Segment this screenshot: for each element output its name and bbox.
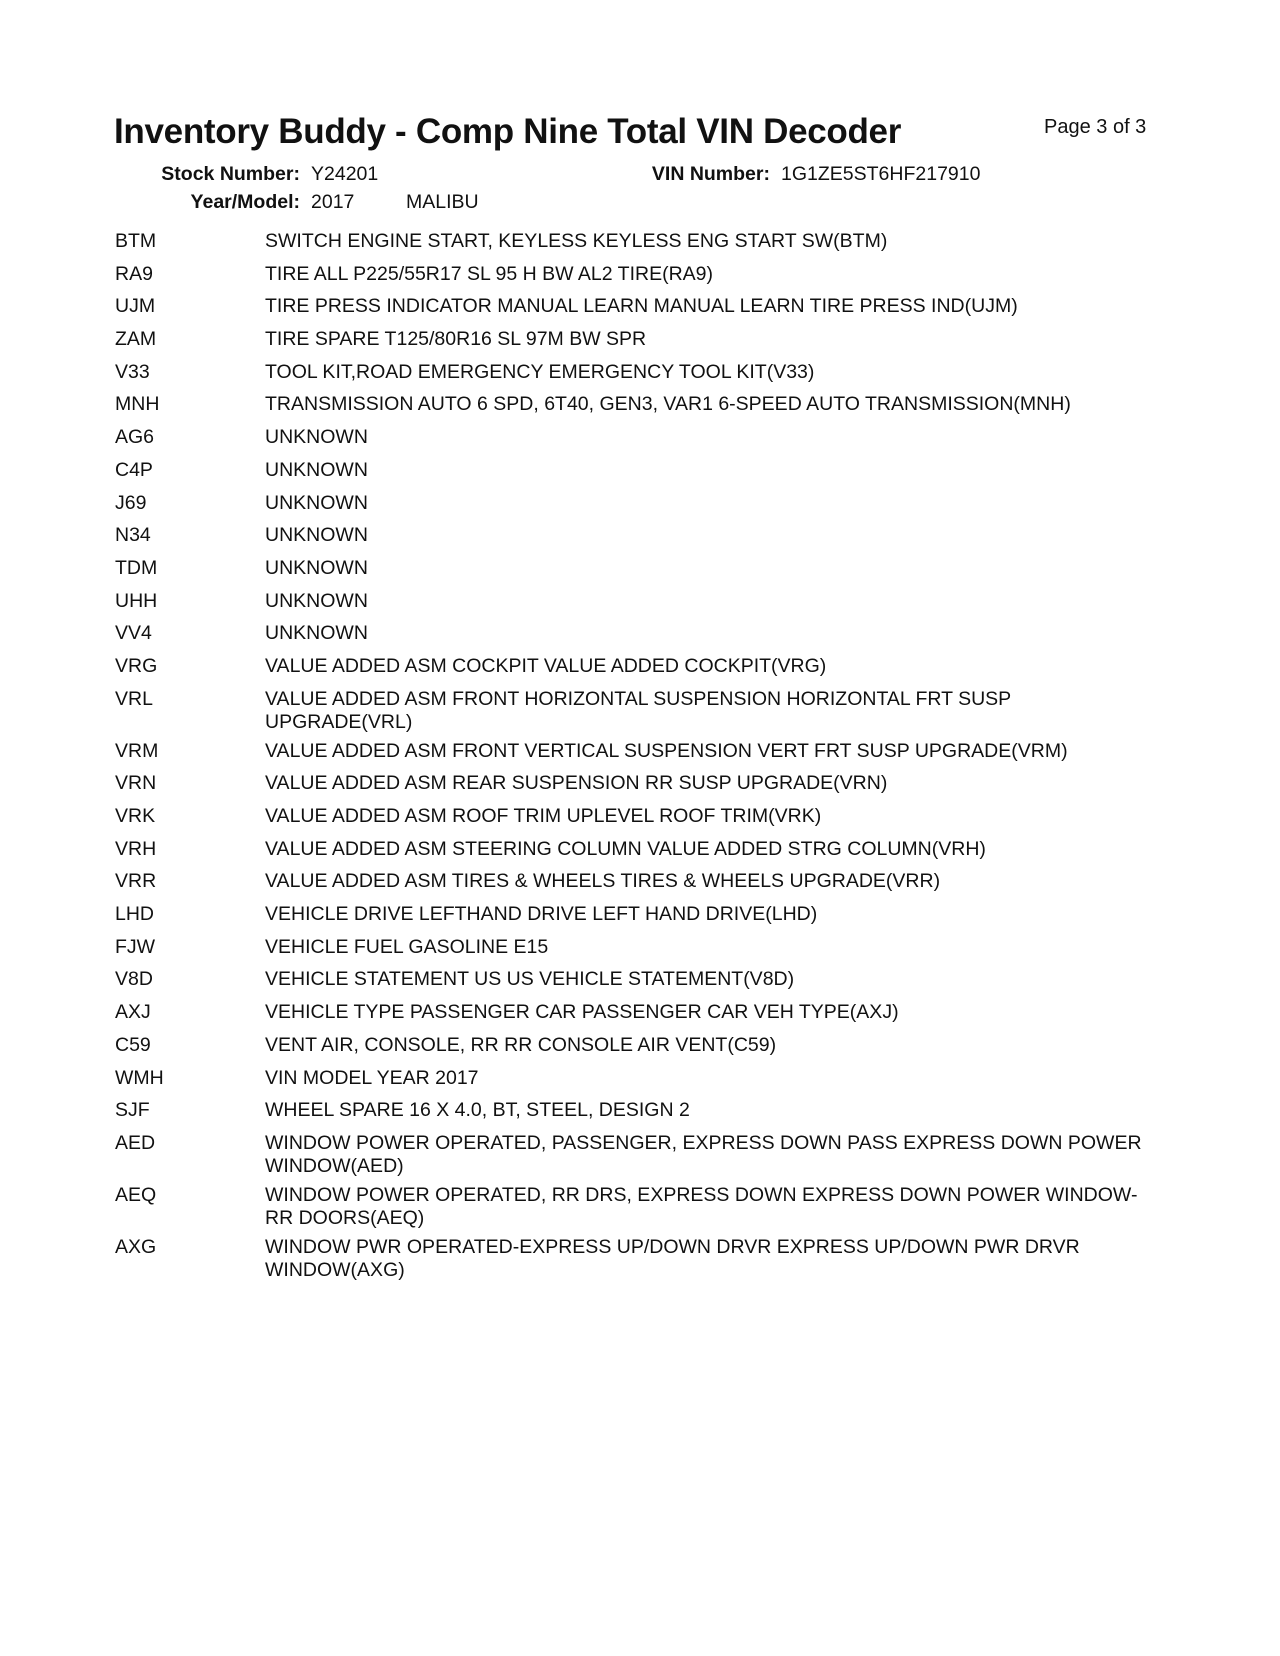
option-code-row	[115, 655, 1155, 678]
year-model-line	[0, 191, 1280, 217]
option-code-row	[115, 1236, 1155, 1282]
option-code: C4P	[115, 458, 153, 481]
option-code: AXG	[115, 1235, 157, 1258]
option-code-row	[115, 1034, 1155, 1057]
page-title: Inventory Buddy - Comp Nine Total VIN Decoder	[114, 112, 902, 151]
option-code: V8D	[115, 968, 153, 991]
option-description: WHEEL SPARE 16 X 4.0, BT, STEEL, DESIGN 2	[265, 1099, 690, 1122]
option-code: TDM	[115, 556, 158, 579]
option-description: UNKNOWN	[265, 622, 368, 645]
option-description: VIN MODEL YEAR 2017	[265, 1066, 479, 1089]
stock-number-value: Y24201	[311, 163, 379, 185]
option-code: AEQ	[115, 1183, 157, 1206]
option-description: VEHICLE TYPE PASSENGER CAR PASSENGER CAR VEH TYPE(AXJ)	[265, 1001, 899, 1024]
option-code: J69	[115, 491, 147, 514]
option-code-row	[115, 903, 1155, 926]
option-description: VALUE ADDED ASM COCKPIT VALUE ADDED COCKPIT(VRG)	[265, 654, 827, 677]
option-code-row	[115, 361, 1155, 384]
option-description: VALUE ADDED ASM FRONT HORIZONTAL SUSPENSION HORIZONTAL FRT SUSP UPGRADE(VRL)	[265, 687, 1011, 733]
option-code: WMH	[115, 1066, 164, 1089]
option-code: LHD	[115, 903, 155, 926]
option-description: UNKNOWN	[265, 426, 368, 449]
year-value: 2017	[311, 191, 355, 213]
option-code-row	[115, 870, 1155, 893]
option-code-row	[115, 590, 1155, 613]
option-description: TOOL KIT,ROAD EMERGENCY EMERGENCY TOOL KIT(V33)	[265, 360, 815, 383]
option-code: RA9	[115, 262, 153, 285]
option-code: ZAM	[115, 328, 157, 351]
option-code-row	[115, 1184, 1155, 1230]
option-description: VEHICLE FUEL GASOLINE E15	[265, 935, 549, 958]
page-number: Page 3 of 3	[1044, 116, 1147, 138]
stock-number-label: Stock Number:	[161, 163, 300, 185]
option-code-row	[115, 838, 1155, 861]
option-code-row	[115, 936, 1155, 959]
option-code-row	[115, 459, 1155, 482]
option-code-row	[115, 772, 1155, 795]
option-code: VRG	[115, 654, 158, 677]
option-code-row	[115, 328, 1155, 351]
option-code-row	[115, 1099, 1155, 1122]
option-description: WINDOW POWER OPERATED, PASSENGER, EXPRESS DOWN PASS EXPRESS DOWN POWER WINDOW(AED)	[265, 1131, 1142, 1177]
option-code: UHH	[115, 589, 158, 612]
option-code-row	[115, 968, 1155, 991]
option-code-row	[115, 393, 1155, 416]
option-code: AG6	[115, 426, 155, 449]
option-code-row	[115, 263, 1155, 286]
option-code-list	[115, 230, 1155, 1288]
option-description: VENT AIR, CONSOLE, RR RR CONSOLE AIR VENT(C59)	[265, 1033, 777, 1056]
option-code: SJF	[115, 1099, 150, 1122]
year-model-label: Year/Model:	[190, 191, 300, 213]
option-code: UJM	[115, 295, 156, 318]
option-description: VALUE ADDED ASM STEERING COLUMN VALUE ADDED STRG COLUMN(VRH)	[265, 837, 986, 860]
option-description: VEHICLE DRIVE LEFTHAND DRIVE LEFT HAND DRIVE(LHD)	[265, 903, 818, 926]
option-code-row	[115, 1067, 1155, 1090]
option-code: C59	[115, 1033, 151, 1056]
option-description: SWITCH ENGINE START, KEYLESS KEYLESS ENG START SW(BTM)	[265, 230, 888, 252]
option-code-row	[115, 688, 1155, 734]
option-description: TRANSMISSION AUTO 6 SPD, 6T40, GEN3, VAR1 6-SPEED AUTO TRANSMISSION(MNH)	[265, 393, 1071, 416]
option-code: VRR	[115, 870, 157, 893]
option-code: VRM	[115, 739, 159, 762]
option-code-row	[115, 622, 1155, 645]
option-description: WINDOW POWER OPERATED, RR DRS, EXPRESS DOWN EXPRESS DOWN POWER WINDOW-RR DOORS(AEQ)	[265, 1183, 1138, 1229]
option-code: VRH	[115, 837, 157, 860]
option-code: N34	[115, 524, 151, 547]
option-description: VALUE ADDED ASM ROOF TRIM UPLEVEL ROOF TRIM(VRK)	[265, 805, 822, 827]
option-code-row	[115, 492, 1155, 515]
option-code-row	[115, 1132, 1155, 1178]
option-code: MNH	[115, 393, 160, 416]
option-code-row	[115, 230, 1155, 253]
option-code: AED	[115, 1131, 156, 1154]
option-description: TIRE ALL P225/55R17 SL 95 H BW AL2 TIRE(RA9)	[265, 262, 713, 285]
model-value: MALIBU	[406, 191, 479, 213]
option-description: VEHICLE STATEMENT US US VEHICLE STATEMENT(V8D)	[265, 968, 795, 991]
option-code: BTM	[115, 230, 157, 252]
option-description: UNKNOWN	[265, 524, 368, 547]
option-description: WINDOW PWR OPERATED-EXPRESS UP/DOWN DRVR EXPRESS UP/DOWN PWR DRVR WINDOW(AXG)	[265, 1235, 1080, 1281]
option-code-row	[115, 740, 1155, 763]
option-code-row	[115, 295, 1155, 318]
option-description: UNKNOWN	[265, 491, 368, 514]
option-code: VRN	[115, 772, 157, 795]
option-code-row	[115, 524, 1155, 547]
option-code: VRK	[115, 805, 156, 827]
vin-number-label: VIN Number:	[651, 163, 770, 185]
stock-vin-line	[0, 163, 1280, 189]
option-description: UNKNOWN	[265, 458, 368, 481]
vin-number-value: 1G1ZE5ST6HF217910	[781, 163, 981, 185]
option-code: FJW	[115, 935, 156, 958]
option-code-row	[115, 557, 1155, 580]
option-description: VALUE ADDED ASM REAR SUSPENSION RR SUSP UPGRADE(VRN)	[265, 772, 888, 795]
option-code: VRL	[115, 687, 153, 710]
option-description: UNKNOWN	[265, 589, 368, 612]
option-description: VALUE ADDED ASM FRONT VERTICAL SUSPENSION VERT FRT SUSP UPGRADE(VRM)	[265, 739, 1068, 762]
option-code-row	[115, 805, 1155, 828]
option-code: V33	[115, 360, 150, 383]
option-code: AXJ	[115, 1001, 151, 1024]
option-code-row	[115, 1001, 1155, 1024]
option-description: UNKNOWN	[265, 556, 368, 579]
option-description: VALUE ADDED ASM TIRES & WHEELS TIRES & WHEELS UPGRADE(VRR)	[265, 870, 941, 893]
option-code-row	[115, 426, 1155, 449]
option-description: TIRE SPARE T125/80R16 SL 97M BW SPR	[265, 328, 647, 351]
option-description: TIRE PRESS INDICATOR MANUAL LEARN MANUAL LEARN TIRE PRESS IND(UJM)	[265, 295, 1018, 318]
option-code: VV4	[115, 622, 152, 645]
